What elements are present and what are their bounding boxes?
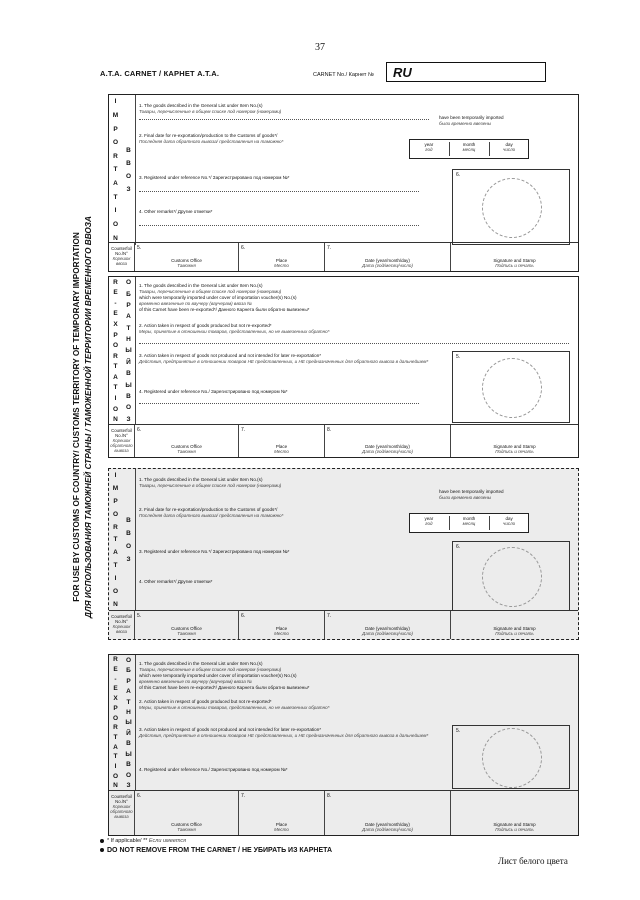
re-counterfoil-row: Counterfoil No./N° Корешок обратного вывоза 6. Customs Office Таможня 7. Place Место 8. Date (year/month/day) Дата (год/месяц/число) Signature and Stamp Подпись и печать <box>109 790 578 835</box>
carnet-title: A.T.A. CARNET / КАРНЕТ А.Т.А. <box>100 69 220 78</box>
final-date-box[interactable]: year год month месяц day число <box>409 139 529 159</box>
re-field-2-line[interactable] <box>139 343 569 344</box>
vertical-ru: О Б Р А Т Н Ы Й В Ы В О З <box>125 656 132 790</box>
field-4-remarks: 4. Other remarks*/ Другие отметки* <box>139 209 213 214</box>
re-field-1-goods: 1. The goods described in the General List under Item No.(s) Товары, перечисленные в общем списке под номером (номерами) which were temporarily imported under cover of importation voucher(s) No.(s) временно ввезенные по ваучеру (ваучерам) ввоза № of this Carnet have been re-exported*/ Данного Карнета были обратно вывезены* <box>139 283 310 312</box>
field-4-line[interactable] <box>139 225 419 226</box>
re-field-2-action: 2. Action taken in respect of goods produced but not re-exported* Меры, принятые в отношении товаров, представленных, но не вывезенных обратно* <box>139 699 330 710</box>
bullet-icon <box>100 848 104 852</box>
importation-section-2 <box>108 468 579 640</box>
reexportation-section-1 <box>108 276 579 458</box>
importation-section-1 <box>108 94 579 272</box>
field-3-registered: 3. Registered under reference No.*/ Зарегистрировано под номером №* <box>139 549 290 554</box>
field-2-final-date: 2. Final date for re-exportation/production to the Customs of goods*/ Последняя дата обратного вывоза/ представления на таможню* <box>139 133 284 144</box>
field-3-line[interactable] <box>139 191 419 192</box>
reexportation-vertical-label <box>109 655 136 791</box>
re-stamp-box[interactable]: 5. <box>452 351 570 423</box>
field-4-remarks: 4. Other remarks*/ Другие отметки* <box>139 579 213 584</box>
carnet-number-value: RU <box>393 65 412 80</box>
re-field-4-registered: 4. Registered under reference No./ Зарегистрировано под номером №* <box>139 389 288 394</box>
vertical-en: I M P O R T A T I O N <box>112 471 119 609</box>
vertical-ru: В В О З <box>125 517 132 563</box>
re-field-4-registered: 4. Registered under reference No./ Зарегистрировано под номером №* <box>139 767 288 772</box>
vertical-en: R E - E X P O R T A T I O N <box>112 656 119 790</box>
stamp-circle <box>482 728 542 788</box>
importation-vertical-label <box>109 95 136 245</box>
stamp-circle <box>482 178 542 238</box>
page-number: 37 <box>315 42 325 53</box>
reexportation-vertical-label <box>109 277 136 425</box>
stamp-box[interactable]: 6. <box>452 541 570 611</box>
stamp-circle <box>482 547 542 607</box>
re-field-3-action: 3. Action taken in respect of goods not produced and not intended for later re-exportation* Действия, предпринятые в отношении товаров НЕ представленных, и НЕ предназначенных для обратного вывоза в дальнейшем* <box>139 727 429 738</box>
field-2-final-date: 2. Final date for re-exportation/production to the Customs of goods*/ Последняя дата обратного вывоза/ представления на таможню* <box>139 507 284 518</box>
re-counterfoil-row: Counterfoil No./N° Корешок обратного вывоза 6. Customs Office Таможня 7. Place Место 8. Date (year/month/day) Дата (год/месяц/число) Signature and Stamp Подпись и печать <box>109 424 578 457</box>
field-3-registered: 3. Registered under reference No.*/ Зарегистрировано под номером №* <box>139 175 290 180</box>
importation-vertical-label <box>109 469 136 611</box>
carnet-number-label: CARNET No./ Карнет № <box>313 72 374 78</box>
counterfoil-row: Counterfoil No./N° Корешок ввоза 5. Customs Office Таможня 6. Place Место 7. Date (year/month/day) Дата (год/месяц/число) Signature and Stamp Подпись и печать <box>109 610 578 639</box>
applicable-note: * If applicable/ ** Если имеется <box>100 838 186 844</box>
vertical-ru: В В О З <box>125 147 132 193</box>
side-caption-ru: ДЛЯ ИСПОЛЬЗОВАНИЯ ТАМОЖНЕЙ СТРАНЫ / ТАМОЖЕННОЙ ТЕРРИТОРИИ ВРЕМЕННОГО ВВОЗА <box>84 216 93 618</box>
field-1-tail: have been temporarily imported были временно ввезены <box>439 489 504 500</box>
side-caption-en: FOR USE BY CUSTOMS OF COUNTRY/ CUSTOMS TERRITORY OF TEMPORARY IMPORTATION <box>72 232 81 602</box>
re-field-3-action: 3. Action taken in respect of goods not produced and not intended for later re-exportation* Действия, предпринятые в отношении товаров НЕ представленных, и НЕ предназначенных для обратного вывоза в дальнейшем* <box>139 353 429 364</box>
re-field-1-goods: 1. The goods described in the General List under Item No.(s) Товары, перечисленные в общем списке под номером (номерами) which were temporarily imported under cover of importation voucher(s) No.(s) временно ввезенные по ваучеру (ваучерам) ввоза № of this Carnet have been re-exported*/ Данного Карнета были обратно вывезены* <box>139 661 310 690</box>
final-date-box[interactable]: year год month месяц day число <box>409 513 529 533</box>
counterfoil-row: Counterfoil No./N° Корешок ввоза 5. Customs Office Таможня 6. Place Место 7. Date (year/month/day) Дата (год/месяц/число) Signature and Stamp Подпись и печать <box>109 242 578 271</box>
do-not-remove-note: DO NOT REMOVE FROM THE CARNET / НЕ УБИРАТЬ ИЗ КАРНЕТА <box>100 847 332 854</box>
bullet-icon <box>100 839 104 843</box>
re-field-2-action: 2. Action taken in respect of goods produced but not re-exported* Меры, принятые в отношении товаров, представленных, но не вывезенных обратно* <box>139 323 330 334</box>
re-field-4-line[interactable] <box>139 403 419 404</box>
field-1-line[interactable] <box>139 119 429 120</box>
re-stamp-box[interactable]: 5. <box>452 725 570 789</box>
reexportation-section-2 <box>108 654 579 836</box>
side-caption <box>71 92 105 742</box>
field-1-goods: 1. The goods described in the General List under Item No.(s) Товары, перечисленные в общем списке под номером (номерами) <box>139 103 282 114</box>
stamp-box[interactable]: 6. <box>452 169 570 245</box>
vertical-en: I M P O R T A T I O N <box>112 98 119 242</box>
field-1-goods: 1. The goods described in the General List under Item No.(s) Товары, перечисленные в общем списке под номером (номерами) <box>139 477 282 488</box>
stamp-circle <box>482 358 542 418</box>
sheet-color-label: Лист белого цвета <box>498 856 568 866</box>
vertical-ru: О Б Р А Т Н Ы Й В Ы В О З <box>125 279 132 423</box>
vertical-en: R E - E X P O R T A T I O N <box>112 278 119 424</box>
field-1-tail: have been temporarily imported были временно ввезены <box>439 115 504 126</box>
carnet-number-field[interactable] <box>386 62 546 82</box>
